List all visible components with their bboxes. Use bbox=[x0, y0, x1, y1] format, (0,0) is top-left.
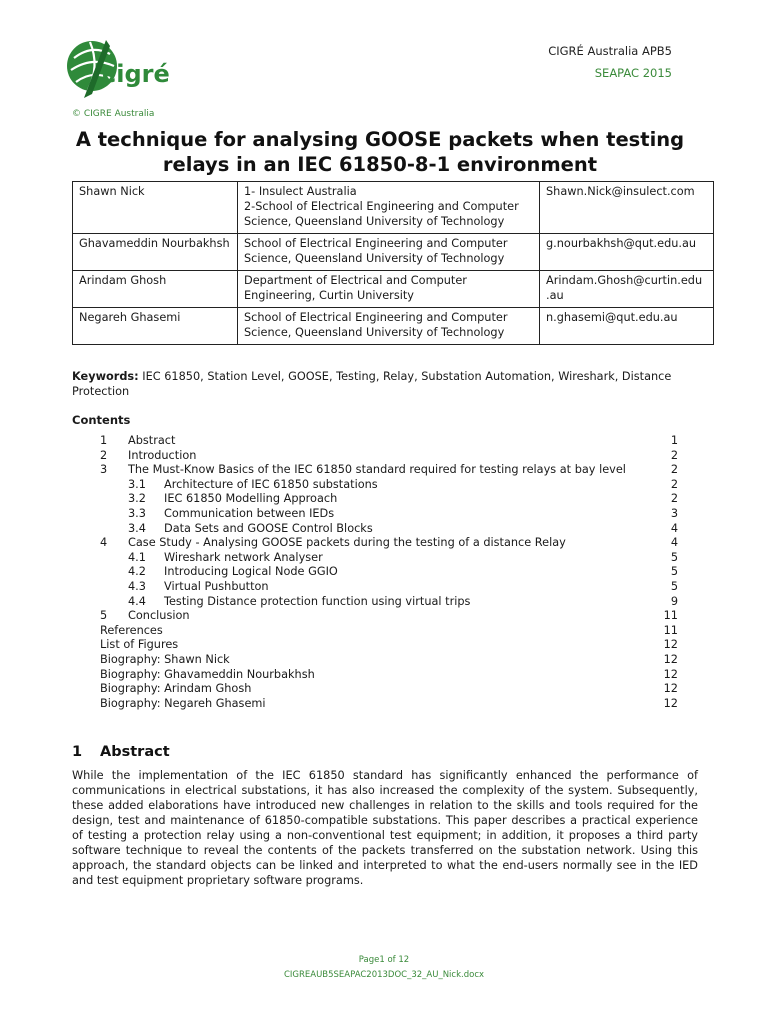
toc-entry[interactable] bbox=[72, 463, 678, 478]
toc-entry[interactable] bbox=[72, 595, 678, 610]
contents-heading: Contents bbox=[72, 413, 131, 427]
toc-entry-number: 4.1 bbox=[128, 550, 146, 564]
toc-entry-label: Wireshark network Analyser bbox=[164, 550, 323, 564]
toc-entry[interactable] bbox=[72, 507, 678, 522]
toc-entry-label: Architecture of IEC 61850 substations bbox=[164, 477, 378, 491]
toc-entry-number: 2 bbox=[100, 448, 108, 462]
toc-entry-page: 12 bbox=[663, 667, 678, 681]
affiliation-line: Science, Queensland University of Technology bbox=[244, 215, 505, 228]
toc-entry-label: Biography: Shawn Nick bbox=[100, 652, 230, 666]
toc-entry[interactable] bbox=[72, 624, 678, 639]
header-conference: SEAPAC 2015 bbox=[594, 66, 672, 80]
toc-entry-number: 3.1 bbox=[128, 477, 146, 491]
author-email[interactable] bbox=[540, 182, 714, 234]
toc-entry-page: 2 bbox=[670, 492, 678, 506]
footer-filename: CIGREAUB5SEAPAC2013DOC_32_AU_Nick.docx bbox=[283, 970, 485, 980]
email-line[interactable]: .au bbox=[546, 289, 564, 302]
toc-entry-page: 4 bbox=[670, 521, 678, 535]
cigre-logo-text: cigré bbox=[102, 60, 170, 88]
toc-entry-label: Conclusion bbox=[128, 609, 190, 623]
author-name: Ghavameddin Nourbakhsh bbox=[73, 234, 238, 271]
toc-entry[interactable] bbox=[72, 609, 678, 624]
toc-entry-number: 4.2 bbox=[128, 565, 146, 579]
toc-entry-number: 4 bbox=[100, 536, 108, 550]
toc-entry-label: Data Sets and GOOSE Control Blocks bbox=[164, 521, 373, 535]
toc-entry-page: 12 bbox=[663, 682, 678, 696]
toc-entry-number: 3.2 bbox=[128, 492, 146, 506]
toc-entry[interactable] bbox=[72, 551, 678, 566]
author-row bbox=[73, 182, 714, 234]
toc-entry-number: 4.4 bbox=[128, 594, 146, 608]
toc-entry-label: Abstract bbox=[128, 434, 176, 447]
copyright-note: © CIGRE Australia bbox=[72, 109, 155, 119]
author-row bbox=[73, 234, 714, 271]
paper-title-line1: A technique for analysing GOOSE packets when testing bbox=[75, 128, 685, 151]
affiliation-line: School of Electrical Engineering and Computer bbox=[244, 311, 508, 324]
author-email[interactable] bbox=[540, 308, 714, 345]
paper-title-line2: relays in an IEC 61850-8-1 environment bbox=[162, 153, 598, 176]
toc-entry-number: 4.3 bbox=[128, 579, 146, 593]
toc-entry-page: 2 bbox=[670, 463, 678, 477]
toc-entry-label: Introducing Logical Node GGIO bbox=[164, 565, 338, 579]
keywords-label: Keywords: bbox=[72, 370, 139, 383]
toc-entry-page: 2 bbox=[670, 477, 678, 491]
keywords bbox=[72, 369, 702, 399]
affiliation-line: Science, Queensland University of Technology bbox=[244, 326, 505, 339]
toc-entry-label: Biography: Ghavameddin Nourbakhsh bbox=[100, 667, 315, 681]
affiliation-line: 1- Insulect Australia bbox=[244, 185, 357, 198]
toc-entry-number: 3.4 bbox=[128, 521, 146, 535]
paper-title bbox=[60, 127, 700, 177]
author-affiliation bbox=[238, 234, 540, 271]
toc-entry-number: 3 bbox=[100, 463, 108, 477]
author-email[interactable] bbox=[540, 271, 714, 308]
toc-entry[interactable] bbox=[72, 536, 678, 551]
toc-entry[interactable] bbox=[72, 478, 678, 493]
author-email[interactable] bbox=[540, 234, 714, 271]
table-of-contents bbox=[72, 434, 678, 711]
author-affiliation bbox=[238, 271, 540, 308]
email-line[interactable]: n.ghasemi@qut.edu.au bbox=[546, 311, 678, 324]
toc-entry[interactable] bbox=[72, 668, 678, 683]
author-name: Arindam Ghosh bbox=[73, 271, 238, 308]
toc-entry[interactable] bbox=[72, 492, 678, 507]
toc-entry-page: 11 bbox=[663, 609, 678, 623]
toc-entry-label: Biography: Negareh Ghasemi bbox=[100, 696, 266, 710]
toc-entry-page: 4 bbox=[670, 536, 678, 550]
affiliation-line: Department of Electrical and Computer bbox=[244, 274, 467, 287]
email-line[interactable]: g.nourbakhsh@qut.edu.au bbox=[546, 237, 697, 250]
affiliation-line: 2-School of Electrical Engineering and Computer bbox=[244, 200, 519, 213]
email-line[interactable]: Shawn.Nick@insulect.com bbox=[546, 185, 695, 198]
author-affiliation bbox=[238, 308, 540, 345]
authors-table bbox=[72, 181, 714, 345]
toc-entry-label: The Must-Know Basics of the IEC 61850 standard required for testing relays at bay level bbox=[128, 463, 626, 477]
affiliation-line: Engineering, Curtin University bbox=[244, 289, 414, 302]
toc-entry[interactable] bbox=[72, 653, 678, 668]
header-organization: CIGRÉ Australia APB5 bbox=[548, 44, 672, 58]
section-title: Abstract bbox=[100, 744, 170, 760]
toc-entry[interactable] bbox=[72, 697, 678, 712]
toc-entry-label: IEC 61850 Modelling Approach bbox=[164, 492, 338, 506]
toc-entry[interactable] bbox=[72, 682, 678, 697]
author-name: Shawn Nick bbox=[73, 182, 238, 234]
toc-entry[interactable] bbox=[72, 434, 678, 449]
toc-entry-page: 2 bbox=[670, 448, 678, 462]
author-name: Negareh Ghasemi bbox=[73, 308, 238, 345]
toc-entry[interactable] bbox=[72, 449, 678, 464]
toc-entry-label: List of Figures bbox=[100, 638, 179, 652]
toc-entry-page: 5 bbox=[670, 579, 678, 593]
toc-entry-number: 3.3 bbox=[128, 506, 146, 520]
toc-entry-label: Testing Distance protection function using virtual trips bbox=[164, 594, 471, 608]
author-row bbox=[73, 308, 714, 345]
toc-entry-page: 12 bbox=[663, 696, 678, 710]
toc-entry-page: 1 bbox=[670, 434, 678, 447]
author-row bbox=[73, 271, 714, 308]
toc-entry-number: 5 bbox=[100, 609, 108, 623]
toc-entry-label: Communication between IEDs bbox=[164, 506, 335, 520]
toc-entry-page: 12 bbox=[663, 638, 678, 652]
toc-entry-label: References bbox=[100, 623, 163, 637]
toc-entry-page: 5 bbox=[670, 565, 678, 579]
toc-entry-label: Introduction bbox=[128, 448, 197, 462]
toc-entry-label: Virtual Pushbutton bbox=[164, 579, 269, 593]
footer-page-number: Page1 of 12 bbox=[358, 955, 410, 965]
toc-entry-page: 5 bbox=[670, 550, 678, 564]
toc-entry-page: 9 bbox=[670, 594, 678, 608]
toc-entry[interactable] bbox=[72, 580, 678, 595]
cigre-logo bbox=[66, 36, 176, 112]
toc-entry-label: Case Study - Analysing GOOSE packets during the testing of a distance Relay bbox=[128, 536, 566, 550]
affiliation-line: Science, Queensland University of Technology bbox=[244, 252, 505, 265]
author-affiliation bbox=[238, 182, 540, 234]
toc-entry-page: 3 bbox=[670, 506, 678, 520]
email-line[interactable]: Arindam.Ghosh@curtin.edu bbox=[546, 274, 703, 287]
toc-entry-label: Biography: Arindam Ghosh bbox=[100, 682, 252, 696]
abstract-paragraph: While the implementation of the IEC 61850 standard has significantly enhanced the performance of communications in electrical substations, it has also increased the complexity of the system. Subsequently, these added elaborations have introduced new challenges in relation to the skills and tools required for the design, test and maintenance of 61850-compatible substations. This paper describes a practical experience of testing a protection relay using a non-conventional test equipment; in addition, it proposes a third party software technique to reveal the contents of the packets transferred on the substation network. Using this approach, the standard objects can be linked and interpreted to what the end-users normally see in the IED and test equipment proprietary software programs. bbox=[72, 769, 698, 887]
section-number: 1 bbox=[72, 744, 83, 760]
toc-entry[interactable] bbox=[72, 565, 678, 580]
toc-entry[interactable] bbox=[72, 522, 678, 537]
toc-entry[interactable] bbox=[72, 638, 678, 653]
toc-entry-number: 1 bbox=[100, 434, 108, 447]
keywords-text: IEC 61850, Station Level, GOOSE, Testing, Relay, Substation Automation, Wireshark, Distance Protection bbox=[72, 370, 672, 398]
toc-entry-page: 11 bbox=[663, 623, 678, 637]
toc-entry-page: 12 bbox=[663, 652, 678, 666]
affiliation-line: School of Electrical Engineering and Computer bbox=[244, 237, 508, 250]
